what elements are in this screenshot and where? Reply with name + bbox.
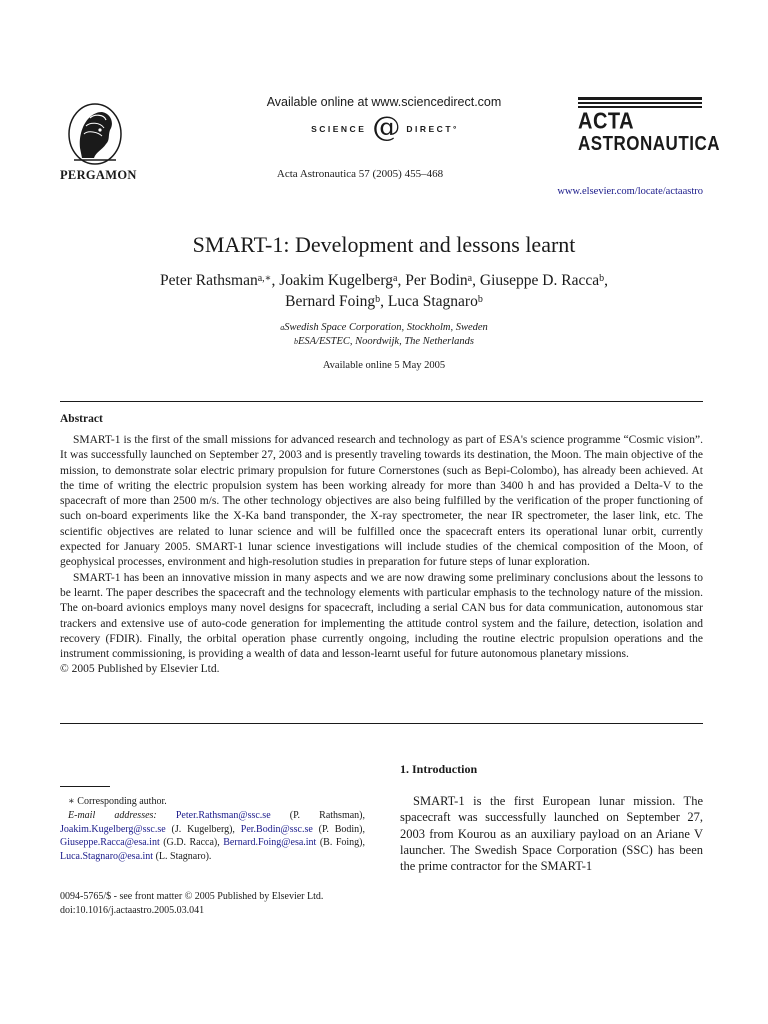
- author: Per Bodin$^a$,: [405, 272, 480, 289]
- email-link[interactable]: Giuseppe.Racca@esa.int: [60, 837, 160, 849]
- publisher-logo: [60, 100, 130, 168]
- sd-left-word: SCIENCE: [311, 124, 367, 134]
- abstract-paragraph: SMART-1 has been an innovative mission in many aspects and we are now drawing some preliminary conclusions about the lessons to be learnt. The paper describes the spacecraft and the technology elements with particular emphasis to the technology nature of the mission. The on-board avionics employs many novel designs for spacecraft, including a serial CAN bus for data communication, autonomous star trackers and extensive use of auto-code generation for implementing the attitude control system and the failure, detection, isolation and recovery (FDIR). Finally, the orbital operation phase currently ongoing, including the routine electric propulsion operations and the instrument commissioning, is providing a wealth of data and lesson-learnt useful for future autonomous planetary missions.: [60, 571, 703, 661]
- publisher-name: PERGAMON: [60, 168, 137, 182]
- journal-logo-line2: ASTRONAUTICA: [578, 131, 720, 155]
- journal-logo-line1: ACTA: [578, 108, 635, 135]
- sd-right-word: DIRECT°: [406, 124, 459, 134]
- author: Joakim Kugelberg$^a$,: [279, 272, 406, 289]
- author-list: [80, 270, 688, 312]
- affiliation: $^b$ESA/ESTEC, Noordwijk, The Netherlands: [293, 336, 475, 347]
- doi: doi:10.1016/j.actaastro.2005.03.041: [60, 905, 205, 916]
- corresponding-author-note: ∗ Corresponding author.: [68, 796, 167, 807]
- footnote-rule: [60, 786, 110, 787]
- sd-at-icon: @: [372, 110, 401, 143]
- divider: [60, 401, 703, 402]
- journal-url-link[interactable]: www.elsevier.com/locate/actaastro: [557, 186, 703, 197]
- author: Luca Stagnaro$^b$: [387, 293, 483, 310]
- abstract-heading: Abstract: [60, 413, 103, 425]
- footnotes: [60, 795, 365, 864]
- divider: [60, 723, 703, 724]
- email-addresses: E-mail addresses: Peter.Rathsman@ssc.se (P. Rathsman), Joakim.Kugelberg@ssc.se (J. Kugelberg), Per.Bodin@ssc.se (P. Bodin), Giuseppe.Racca@esa.int (G.D. Racca), Bernard.Foing@esa.int (B. Foing), Luca.Stagnaro@esa.int (L. Stagnaro).: [60, 809, 366, 863]
- abstract-body: [60, 433, 703, 678]
- affiliation: $^a$Swedish Space Corporation, Stockholm, Sweden: [280, 322, 488, 333]
- journal-logo: [578, 97, 720, 169]
- front-matter-block: [60, 890, 380, 918]
- email-link[interactable]: Joakim.Kugelberg@ssc.se: [60, 823, 166, 835]
- front-matter: 0094-5765/$ - see front matter © 2005 Published by Elsevier Ltd.: [60, 891, 324, 902]
- available-online-date: Available online 5 May 2005: [322, 360, 446, 371]
- author: Bernard Foing$^b$,: [285, 293, 388, 310]
- email-link[interactable]: Peter.Rathsman@ssc.se: [175, 809, 271, 821]
- email-link[interactable]: Per.Bodin@ssc.se: [240, 823, 313, 835]
- email-link[interactable]: Bernard.Foing@esa.int: [223, 837, 317, 849]
- section-heading: 1. Introduction: [400, 762, 478, 776]
- affiliations: [0, 321, 768, 349]
- sciencedirect-available: Available online at www.sciencedirect.com: [266, 95, 502, 109]
- intro-paragraph: SMART-1 is the first European lunar mission. The spacecraft was successfully launched on September 27, 2003 from Kourou as an auxiliary payload on an Ariane V launcher. The Swedish Space Corporation (SSC) has been the prime contractor for the SMART-1: [400, 794, 703, 874]
- author: Giuseppe D. Racca$^b$,: [479, 272, 608, 289]
- journal-citation: Acta Astronautica 57 (2005) 455–468: [276, 168, 444, 180]
- email-link[interactable]: Luca.Stagnaro@esa.int: [60, 851, 154, 863]
- author: Peter Rathsman$^{a,∗}$,: [160, 272, 280, 289]
- abstract-copyright: © 2005 Published by Elsevier Ltd.: [60, 663, 220, 676]
- sciencedirect-logo: [280, 110, 490, 143]
- abstract-paragraph: SMART-1 is the first of the small missions for advanced research and technology as part of ESA's science programme “Cosmic vision”. It was successfully launched on September 27, 2003 and is presently traveling towards its destination, the Moon. The main objective of the mission, to demonstrate solar electric primary propulsion for future Cornerstones (such as Bepi-Colombo), has already been achieved. At the time of writing the electric propulsion system has been working already for more than 3400 h and has provided a Delta-V to the spacecraft of more than 2500 m/s. The other technology objectives are also being fulfilled by the verification of the proper functioning of such on-board experiments like the X-Ka band transponder, the X-ray spectrometer, the near IR spectrometer, the laser link, etc. The scientific objectives are related to lunar science and will be fulfilled once the spacecraft enters its operational lunar orbit, currently expected for January 2005. SMART-1 lunar science investigations will include studies of the chemical composition of the Moon, of geophysical processes, environment and high-resolution studies in preparation for future steps of lunar exploration.: [60, 434, 703, 569]
- paper-title: SMART-1: Development and lessons learnt: [192, 232, 576, 257]
